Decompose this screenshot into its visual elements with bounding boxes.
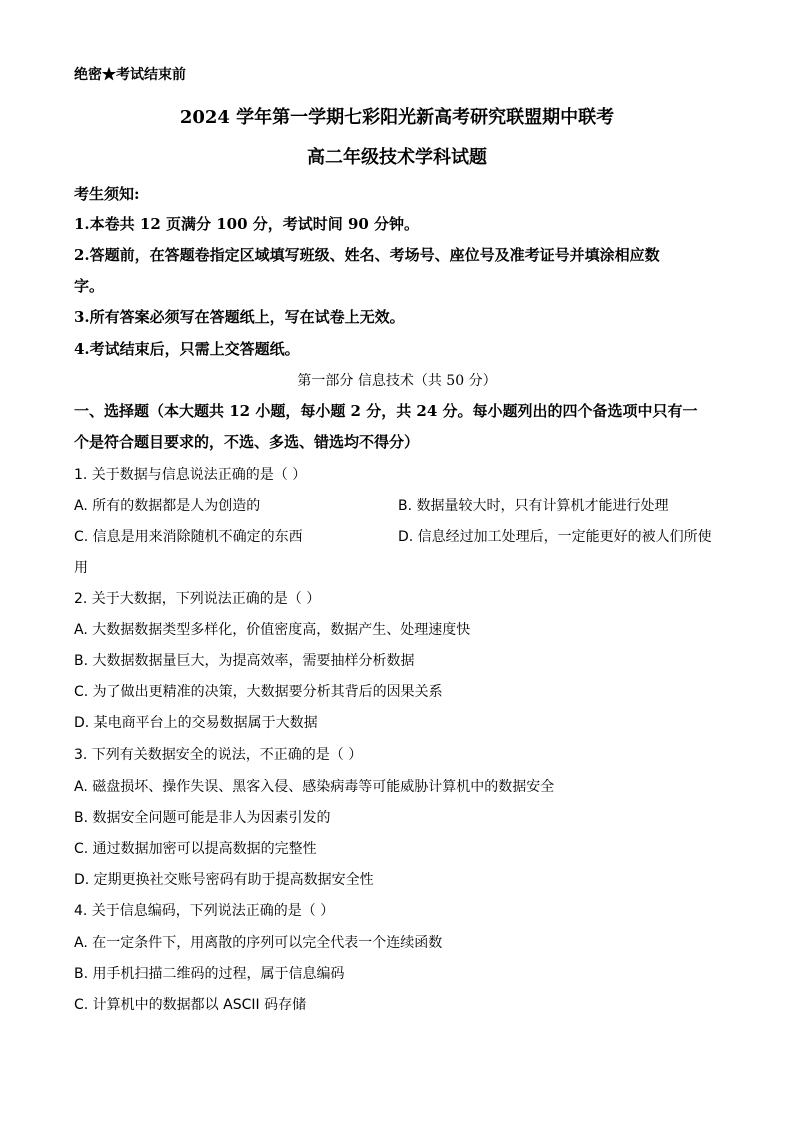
part-title: 第一部分 信息技术（共 50 分） <box>297 373 497 389</box>
notice-heading: 考生须知: <box>74 185 140 203</box>
option-c: C. 信息是用来消除随机不确定的东西 <box>74 529 303 545</box>
option-b: B. 大数据数据量巨大，为提高效率，需要抽样分析数据 <box>74 653 415 669</box>
option-a: A. 磁盘损坏、操作失误、黑客入侵、感染病毒等可能威胁计算机中的数据安全 <box>74 779 555 795</box>
option-d-cont: 用 <box>74 560 88 576</box>
option-c: C. 通过数据加密可以提高数据的完整性 <box>74 841 317 857</box>
option-c: C. 为了做出更精准的决策，大数据要分析其背后的因果关系 <box>74 684 443 700</box>
option-a: A. 大数据数据类型多样化，价值密度高，数据产生、处理速度快 <box>74 622 471 638</box>
exam-title: 2024 学年第一学期七彩阳光新高考研究联盟期中联考 <box>179 107 615 128</box>
notice-item-4: 4.考试结束后，只需上交答题纸。 <box>74 340 300 358</box>
question-stem: 1. 关于数据与信息说法正确的是（ ） <box>74 467 307 483</box>
option-d: D. 信息经过加工处理后，一定能更好的被人们所使 <box>398 529 712 545</box>
notice-item-3: 3.所有答案必须写在答题纸上，写在试卷上无效。 <box>74 308 405 326</box>
option-b: B. 用手机扫描二维码的过程，属于信息编码 <box>74 966 345 982</box>
confidential-label: 绝密★考试结束前 <box>74 67 186 83</box>
notice-item-1: 1.本卷共 12 页满分 100 分，考试时间 90 分钟。 <box>74 215 420 233</box>
section-heading: 一、选择题（本大题共 12 小题，每小题 2 分，共 24 分。每小题列出的四个备选项中只有一 <box>74 402 698 420</box>
question-stem: 3. 下列有关数据安全的说法，不正确的是（ ） <box>74 747 363 763</box>
option-a: A. 在一定条件下，用离散的序列可以完全代表一个连续函数 <box>74 935 443 951</box>
option-c: C. 计算机中的数据都以 ASCII 码存储 <box>74 997 307 1013</box>
question-stem: 2. 关于大数据，下列说法正确的是（ ） <box>74 591 321 607</box>
option-b: B. 数据量较大时，只有计算机才能进行处理 <box>398 498 669 514</box>
option-d: D. 某电商平台上的交易数据属于大数据 <box>74 715 318 731</box>
notice-item-2-cont: 字。 <box>74 277 105 295</box>
question-stem: 4. 关于信息编码，下列说法正确的是（ ） <box>74 903 335 919</box>
option-b: B. 数据安全问题可能是非人为因素引发的 <box>74 810 331 826</box>
section-heading-cont: 个是符合题目要求的，不选、多选、错选均不得分） <box>74 433 420 451</box>
option-d: D. 定期更换社交账号密码有助于提高数据安全性 <box>74 872 374 888</box>
notice-item-2: 2.答题前，在答题卷指定区域填写班级、姓名、考场号、座位号及准考证号并填涂相应数 <box>74 246 660 264</box>
exam-subtitle: 高二年级技术学科试题 <box>307 147 487 168</box>
option-a: A. 所有的数据都是人为创造的 <box>74 498 261 514</box>
